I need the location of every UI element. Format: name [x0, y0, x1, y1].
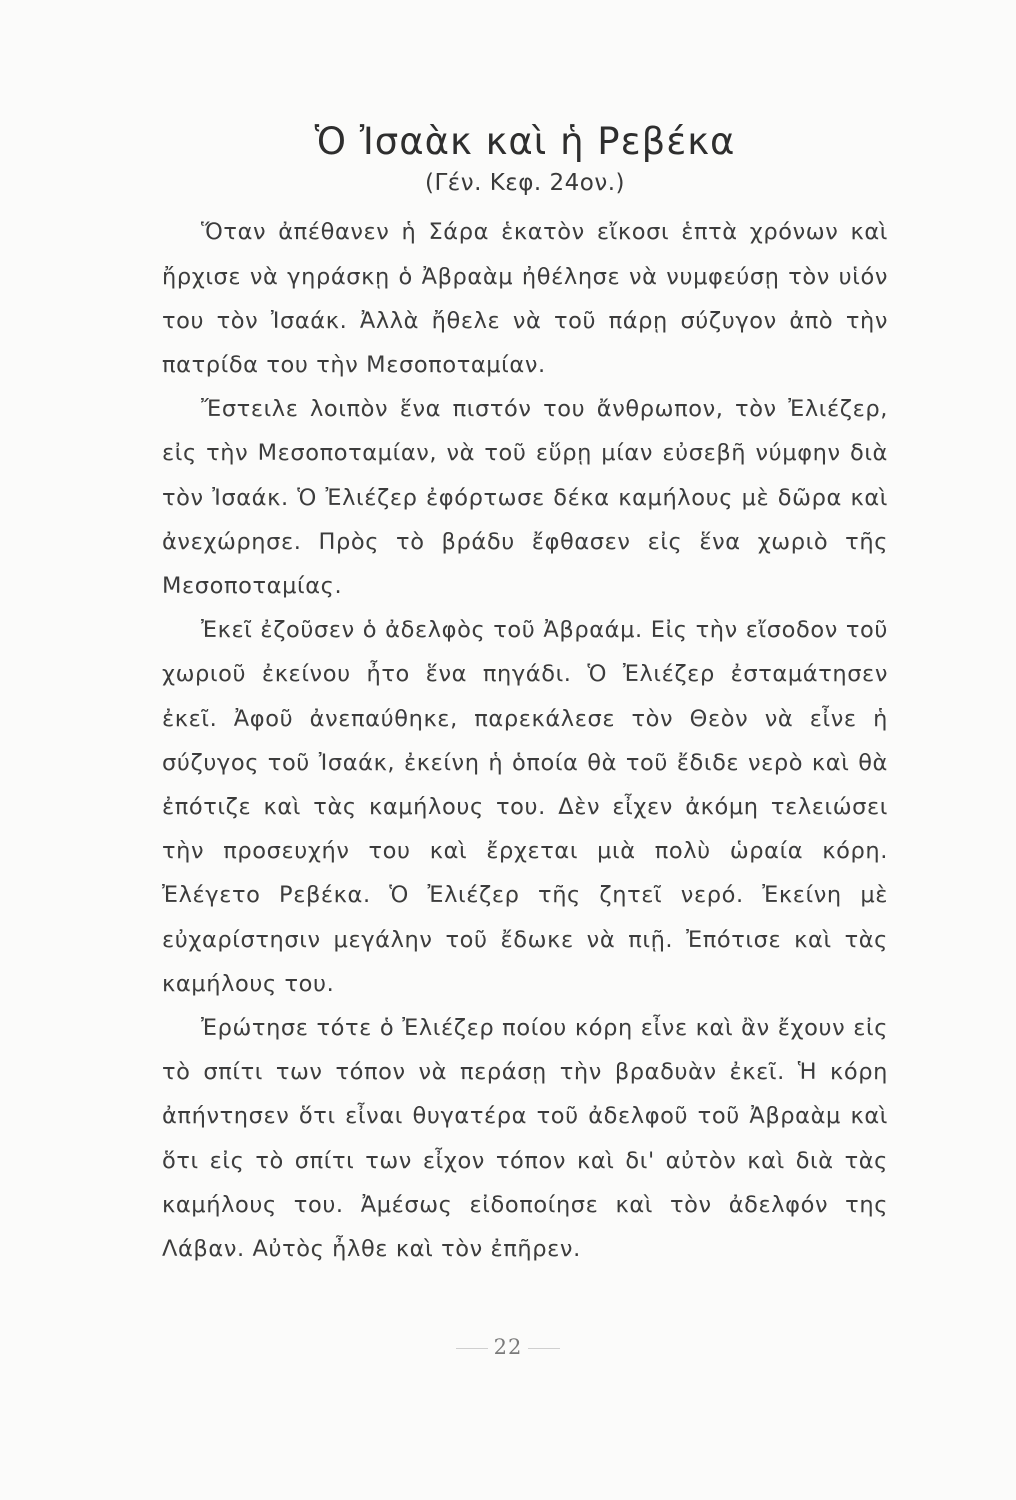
paragraph-2: Ἔστειλε λοιπὸν ἕνα πιστόν του ἄνθρωπον, τὸν Ἐλιέζερ, εἰς τὴν Μεσοποταμίαν, νὰ τοῦ εὕρῃ μίαν εὐσεβῆ νύμφην διὰ τὸν Ἰσαάκ. Ὁ Ἐλιέζερ ἐφόρτωσε δέκα καμήλους μὲ δῶρα καὶ ἀνεχώρησε. Πρὸς τὸ βράδυ ἔφθασεν εἰς ἕνα χωριὸ τῆς Μεσοποταμίας.	[162, 396, 888, 600]
right-dash-divider	[528, 1348, 560, 1349]
paragraph-4: Ἐρώτησε τότε ὁ Ἐλιέζερ ποίου κόρη εἶνε καὶ ἂν ἔχουν εἰς τὸ σπίτι των τόπον νὰ περάσῃ τὴν βραδυὰν ἐκεῖ. Ἡ κόρη ἀπήντησεν ὅτι εἶναι θυγατέρα τοῦ ἀδελφοῦ τοῦ Ἀβραὰμ καὶ ὅτι εἰς τὸ σπίτι των εἶχον τόπον καὶ δι' αὐτὸν καὶ διὰ τὰς καμήλους του. Ἀμέσως εἰδοποίησε καὶ τὸν ἀδελφόν της Λάβαν. Αὐτὸς ἦλθε καὶ τὸν ἐπῆρεν.	[162, 1015, 888, 1263]
chapter-title: Ὁ Ἰσαὰκ καὶ ἡ Ρεβέκα	[314, 120, 736, 163]
page-number: 22	[493, 1335, 523, 1359]
chapter-reference: (Γέν. Κεφ. 24ον.)	[425, 170, 625, 197]
page-number-footer	[0, 1335, 1016, 1359]
left-dash-divider	[456, 1348, 488, 1349]
paragraph-1: Ὅταν ἀπέθανεν ἡ Σάρα ἑκατὸν εἴκοσι ἑπτὰ χρόνων καὶ ἤρχισε νὰ γηράσκῃ ὁ Ἀβραὰμ ἠθέλησε νὰ νυμφεύσῃ τὸν υἱόν του τὸν Ἰσαάκ. Ἀλλὰ ἤθελε νὰ τοῦ πάρῃ σύζυγον ἀπὸ τὴν πατρίδα του τὴν Μεσοποταμίαν.	[162, 219, 888, 378]
paragraph-3: Ἐκεῖ ἐζοῦσεν ὁ ἀδελφὸς τοῦ Ἀβραάμ. Εἰς τὴν εἴσοδον τοῦ χωριοῦ ἐκείνου ἦτο ἕνα πηγάδι. Ὁ Ἐλιέζερ ἐσταμάτησεν ἐκεῖ. Ἀφοῦ ἀνεπαύθηκε, παρεκάλεσε τὸν Θεὸν νὰ εἶνε ἡ σύζυγος τοῦ Ἰσαάκ, ἐκείνη ἡ ὁποία θὰ τοῦ ἔδιδε νερὸ καὶ θὰ ἐπότιζε καὶ τὰς καμήλους του. Δὲν εἶχεν ἀκόμη τελειώσει τὴν προσευχήν του καὶ ἔρχεται μιὰ πολὺ ὡραία κόρη. Ἐλέγετο Ρεβέκα. Ὁ Ἐλιέζερ τῆς ζητεῖ νερό. Ἐκείνη μὲ εὐχαρίστησιν μεγάλην τοῦ ἔδωκε νὰ πιῇ. Ἐπότισε καὶ τὰς καμήλους του.	[162, 617, 888, 997]
body-text	[162, 210, 888, 1271]
